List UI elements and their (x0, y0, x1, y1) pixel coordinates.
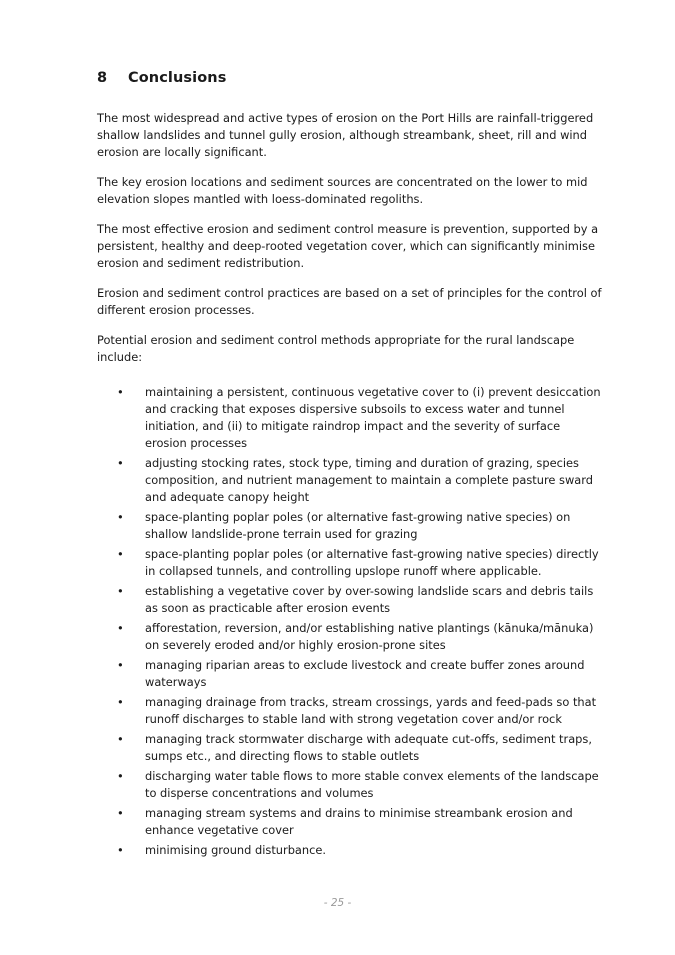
section-number: 8 (97, 70, 108, 86)
list-item-text: space-planting poplar poles (or alternative fast-growing native species) on shallow landslide-prone terrain used for grazing (145, 510, 571, 541)
list-item-text: minimising ground disturbance. (145, 843, 327, 857)
list-item (97, 768, 605, 802)
section-body (97, 110, 605, 862)
list-item-text: establishing a vegetative cover by over-sowing landslide scars and debris tails as soon as practicable after erosion events (145, 584, 594, 615)
list-item-text: managing riparian areas to exclude livestock and create buffer zones around waterways (145, 658, 585, 689)
list-item-text: managing track stormwater discharge with adequate cut-offs, sediment traps, sumps etc., and directing flows to stable outlets (145, 732, 592, 763)
bullet-icon: • (117, 658, 124, 672)
list-item (97, 583, 605, 617)
list-item-text: maintaining a persistent, continuous vegetative cover to (i) prevent desiccation and cracking that exposes dispersive subsoils to excess water and tunnel initiation, and (ii) to mitigate raindrop impact and the severity of surface erosion processes (145, 385, 601, 450)
bullet-icon: • (117, 843, 124, 857)
paragraph: The key erosion locations and sediment sources are concentrated on the lower to mid elevation slopes mantled with loess-dominated regoliths. (97, 175, 588, 206)
bullet-icon: • (117, 806, 124, 820)
list-item-text: adjusting stocking rates, stock type, timing and duration of grazing, species composition, and nutrient management to maintain a complete pasture sward and adequate canopy height (145, 456, 593, 504)
list-item-text: discharging water table flows to more stable convex elements of the landscape to disperse concentrations and volumes (145, 769, 599, 800)
erosion-control-methods-list (97, 384, 605, 859)
page-number: - 25 - (323, 897, 352, 909)
bullet-icon: • (117, 732, 124, 746)
section-title: Conclusions (128, 70, 227, 86)
bullet-icon: • (117, 385, 124, 399)
list-item (97, 546, 605, 580)
list-item (97, 694, 605, 728)
bullet-icon: • (117, 547, 124, 561)
section-heading (97, 70, 226, 86)
list-item-text: afforestation, reversion, and/or establishing native plantings (kānuka/mānuka) on severely eroded and/or highly erosion-prone sites (145, 621, 594, 652)
list-item (97, 657, 605, 691)
bullet-icon: • (117, 456, 124, 470)
bullet-icon: • (117, 621, 124, 635)
bullet-icon: • (117, 769, 124, 783)
bullet-icon: • (117, 510, 124, 524)
paragraph: The most widespread and active types of erosion on the Port Hills are rainfall-triggered shallow landslides and tunnel gully erosion, although streambank, sheet, rill and wind erosion are locally significant. (97, 111, 594, 159)
list-item (97, 384, 605, 452)
paragraph: Potential erosion and sediment control methods appropriate for the rural landscape include: (97, 333, 575, 364)
list-item (97, 731, 605, 765)
paragraph: The most effective erosion and sediment control measure is prevention, supported by a persistent, healthy and deep-rooted vegetation cover, which can significantly minimise erosion and sediment redistribution. (97, 222, 599, 270)
bullet-icon: • (117, 695, 124, 709)
bullet-icon: • (117, 584, 124, 598)
list-item (97, 805, 605, 839)
list-item (97, 455, 605, 506)
paragraph: Erosion and sediment control practices are based on a set of principles for the control of different erosion processes. (97, 286, 602, 317)
list-item-text: managing drainage from tracks, stream crossings, yards and feed-pads so that runoff discharges to stable land with strong vegetation cover and/or rock (145, 695, 597, 726)
list-item (97, 620, 605, 654)
list-item (97, 842, 605, 859)
list-item-text: managing stream systems and drains to minimise streambank erosion and enhance vegetative cover (145, 806, 573, 837)
list-item-text: space-planting poplar poles (or alternative fast-growing native species) directly in collapsed tunnels, and controlling upslope runoff where applicable. (145, 547, 599, 578)
list-item (97, 509, 605, 543)
